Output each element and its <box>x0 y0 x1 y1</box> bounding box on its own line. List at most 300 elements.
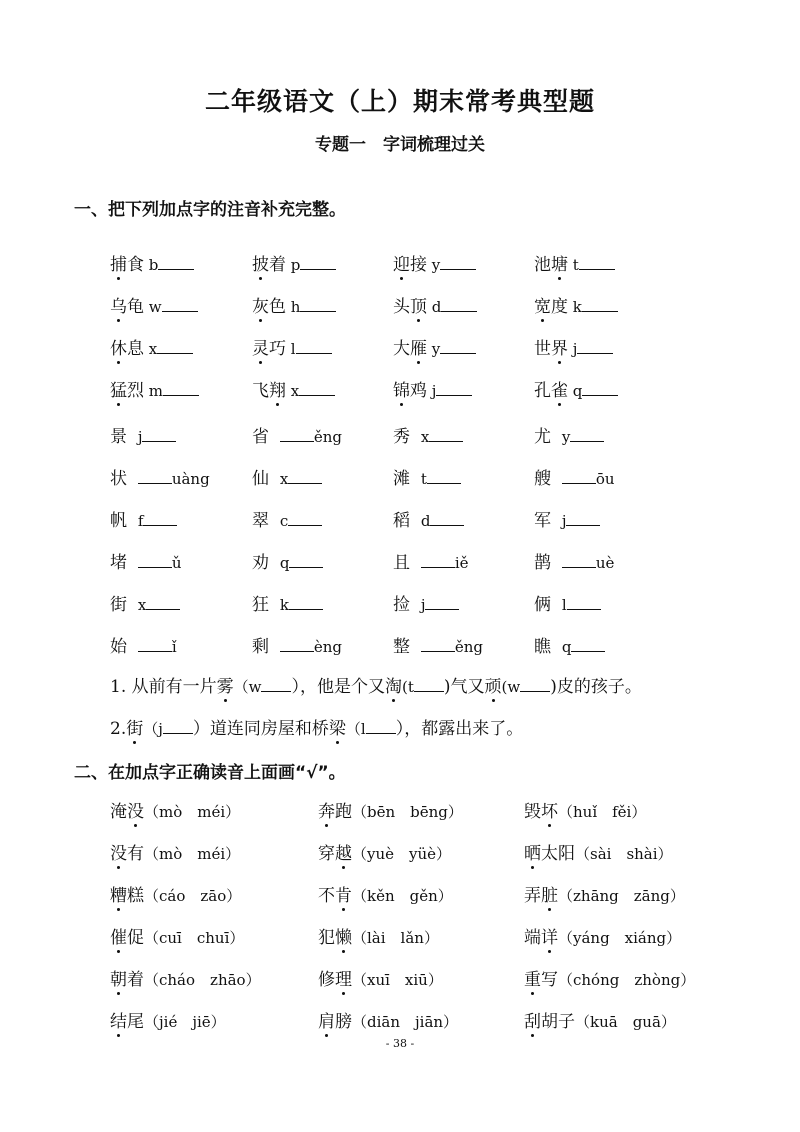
answer-blank[interactable] <box>562 467 596 484</box>
answer-blank[interactable] <box>562 551 596 568</box>
choice-item <box>318 839 451 864</box>
pinyin-options[interactable]: （bēn bēng） <box>352 803 463 821</box>
single-item <box>110 506 177 531</box>
answer-blank[interactable] <box>288 467 322 484</box>
choice-word <box>318 886 352 906</box>
single-char: 剩 <box>252 637 280 657</box>
choice-word <box>524 886 558 906</box>
word-char: 毁 <box>524 802 541 822</box>
sentence-1-pinyin-2: (t <box>401 678 414 696</box>
single-char: 景 <box>110 427 138 447</box>
sentence-1-pinyin-3: (w <box>501 678 521 696</box>
answer-blank[interactable] <box>582 295 618 312</box>
answer-blank[interactable] <box>582 379 618 396</box>
answer-blank[interactable] <box>566 509 600 526</box>
word-char: 灰 <box>252 292 269 317</box>
answer-blank[interactable] <box>163 717 193 734</box>
sentence-2-end: ），都露出来了。 <box>395 719 524 739</box>
answer-blank[interactable] <box>280 425 314 442</box>
single-item <box>534 506 600 531</box>
single-row <box>0 506 800 538</box>
pinyin-hint: t <box>568 256 579 274</box>
pinyin-hint: w <box>144 298 162 316</box>
word-char: 色 <box>269 297 286 317</box>
word-char: 子 <box>558 1012 575 1032</box>
word-char: 度 <box>551 297 568 317</box>
pinyin-hint: j <box>427 382 437 400</box>
word-item <box>393 292 477 317</box>
single-item <box>534 548 614 573</box>
answer-blank[interactable] <box>440 253 476 270</box>
word-char: 披 <box>252 250 269 275</box>
choice-row <box>0 1007 800 1039</box>
choice-word <box>110 844 144 864</box>
section2-heading: 二、在加点字正确读音上面画“√”。 <box>74 763 346 783</box>
word-char: 尾 <box>127 1012 144 1032</box>
pinyin-options[interactable]: （kuā guā） <box>575 1013 676 1031</box>
answer-blank[interactable] <box>571 635 605 652</box>
answer-blank[interactable] <box>261 675 291 692</box>
answer-blank[interactable] <box>296 337 332 354</box>
word-item <box>252 292 336 317</box>
word-char: 有 <box>127 844 144 864</box>
pinyin-hint: x <box>420 428 430 446</box>
pinyin-hint: l <box>286 340 296 358</box>
word-char: 世 <box>534 339 551 359</box>
single-item <box>393 506 464 531</box>
pinyin-options[interactable]: （mò méi） <box>144 845 241 863</box>
choice-row <box>0 923 800 955</box>
word-char: 接 <box>410 255 427 275</box>
sentence-2-pinyin-2: （l <box>345 720 366 738</box>
choice-row <box>0 797 800 829</box>
pinyin-hint: d <box>420 512 431 530</box>
answer-blank[interactable] <box>421 635 455 652</box>
word-char: 端 <box>524 928 541 948</box>
answer-blank[interactable] <box>425 593 459 610</box>
word-char: 没 <box>127 797 144 822</box>
single-item <box>110 590 180 615</box>
answer-blank[interactable] <box>429 425 463 442</box>
pinyin-hint: ōu <box>595 470 615 488</box>
single-item <box>393 590 459 615</box>
word-char: 顶 <box>410 292 427 317</box>
word-char: 息 <box>127 339 144 359</box>
sentence-2 <box>110 714 523 739</box>
word-item <box>252 376 335 401</box>
answer-blank[interactable] <box>577 337 613 354</box>
single-item <box>110 548 181 573</box>
choice-word <box>110 970 144 990</box>
word-item <box>110 334 193 359</box>
pinyin-hint: f <box>137 512 144 530</box>
word-item <box>252 250 336 275</box>
word-char: 促 <box>127 928 144 948</box>
answer-blank[interactable] <box>138 467 172 484</box>
pinyin-options[interactable]: （cáo zāo） <box>144 887 242 905</box>
pinyin-hint: ǔ <box>171 554 182 572</box>
answer-blank[interactable] <box>280 635 314 652</box>
word-char: 写 <box>541 970 558 990</box>
pinyin-hint: l <box>561 596 567 614</box>
pinyin-options[interactable]: （cháo zhāo） <box>144 971 261 989</box>
word-char: 不 <box>318 886 335 906</box>
pinyin-hint: ěng <box>454 638 483 656</box>
word-char: 朝 <box>110 965 127 990</box>
answer-blank[interactable] <box>157 337 193 354</box>
single-row <box>0 548 800 580</box>
single-item <box>534 464 615 489</box>
word-item <box>534 376 618 401</box>
pinyin-hint: x <box>144 340 158 358</box>
single-item <box>393 548 469 573</box>
choice-row <box>0 839 800 871</box>
choice-word <box>318 970 352 990</box>
pinyin-options[interactable]: （kěn gěn） <box>352 887 453 905</box>
pinyin-options[interactable]: （cuī chuī） <box>144 929 245 947</box>
word-item <box>110 250 194 275</box>
answer-blank[interactable] <box>440 337 476 354</box>
single-row <box>0 632 800 664</box>
sentence-1-word-1: 雾 <box>217 672 234 697</box>
word-char: 翔 <box>269 376 286 401</box>
single-row <box>0 590 800 622</box>
answer-blank[interactable] <box>143 509 177 526</box>
single-item <box>393 422 463 447</box>
pinyin-hint: x <box>286 382 300 400</box>
single-char: 尤 <box>534 427 562 447</box>
answer-blank[interactable] <box>366 717 396 734</box>
single-char: 瞧 <box>534 637 562 657</box>
word-char: 胡 <box>541 1012 558 1032</box>
pinyin-hint: k <box>568 298 582 316</box>
choice-item <box>524 797 646 822</box>
choice-word <box>524 1012 575 1032</box>
pinyin-options[interactable]: （jié jiē） <box>144 1013 226 1031</box>
word-char: 界 <box>551 334 568 359</box>
answer-blank[interactable] <box>436 379 472 396</box>
pinyin-options[interactable]: （diān jiān） <box>352 1013 459 1031</box>
answer-blank[interactable] <box>567 593 601 610</box>
answer-blank[interactable] <box>570 425 604 442</box>
word-char: 大 <box>393 339 410 359</box>
word-char: 着 <box>269 255 286 275</box>
pinyin-hint: y <box>427 340 441 358</box>
answer-blank[interactable] <box>427 467 461 484</box>
answer-blank[interactable] <box>289 593 323 610</box>
pinyin-hint: j <box>561 512 567 530</box>
answer-blank[interactable] <box>414 675 444 692</box>
answer-blank[interactable] <box>300 253 336 270</box>
word-char: 晒 <box>524 839 541 864</box>
choice-item <box>524 839 673 864</box>
sentence-2-lead: 2. <box>110 719 127 739</box>
choice-item <box>318 923 439 948</box>
pinyin-hint: t <box>420 470 427 488</box>
pinyin-options[interactable]: （yuè yüè） <box>352 845 452 863</box>
choice-word <box>318 802 352 822</box>
word-char: 阳 <box>558 844 575 864</box>
choice-word <box>524 970 558 990</box>
pinyin-hint: q <box>279 554 290 572</box>
pinyin-options[interactable]: （mò méi） <box>144 803 241 821</box>
choice-item <box>524 965 695 990</box>
single-char: 稻 <box>393 511 421 531</box>
answer-blank[interactable] <box>300 295 336 312</box>
word-char: 雀 <box>551 376 568 401</box>
single-char: 鹊 <box>534 553 562 573</box>
word-char: 奔 <box>318 797 335 822</box>
answer-blank[interactable] <box>430 509 464 526</box>
page-number: - 38 - <box>385 1037 415 1050</box>
sentence-1-lead: 1. 从前有一片 <box>110 677 217 697</box>
word-char: 糕 <box>127 886 144 906</box>
pinyin-hint: ǐ <box>171 638 177 656</box>
sentence-1-word-2: 淘 <box>385 672 402 697</box>
word-char: 懒 <box>335 923 352 948</box>
word-char: 猛 <box>110 376 127 401</box>
pinyin-hint: x <box>279 470 289 488</box>
word-item <box>110 292 198 317</box>
single-char: 艘 <box>534 469 562 489</box>
word-row <box>0 334 800 366</box>
answer-blank[interactable] <box>299 379 335 396</box>
pinyin-hint: d <box>427 298 442 316</box>
choice-item <box>318 965 443 990</box>
word-char: 雁 <box>410 334 427 359</box>
pinyin-hint: q <box>568 382 583 400</box>
word-char: 肯 <box>335 881 352 906</box>
pinyin-options[interactable]: （chóng zhòng） <box>558 971 696 989</box>
word-char: 宽 <box>534 292 551 317</box>
single-item <box>252 506 322 531</box>
pinyin-hint: j <box>568 340 578 358</box>
word-item <box>393 250 476 275</box>
sentence-2-mid-1: ）道连同房屋和桥 <box>192 719 329 739</box>
sentence-1-word-3: 顽 <box>485 672 502 697</box>
single-item <box>252 422 342 447</box>
word-item <box>393 334 476 359</box>
pinyin-options[interactable]: （zhāng zāng） <box>558 887 685 905</box>
choice-word <box>110 1012 144 1032</box>
single-char: 捡 <box>393 595 421 615</box>
single-row <box>0 422 800 454</box>
word-char: 鸡 <box>410 381 427 401</box>
choice-item <box>110 881 241 906</box>
sentence-2-pinyin-1: （j <box>143 720 163 738</box>
choice-item <box>110 797 240 822</box>
single-char: 仙 <box>252 469 280 489</box>
single-item <box>393 632 483 657</box>
word-char: 巧 <box>269 339 286 359</box>
word-char: 膀 <box>335 1012 352 1032</box>
choice-word <box>318 844 352 864</box>
word-char: 穿 <box>318 844 335 864</box>
answer-blank[interactable] <box>138 635 172 652</box>
word-char: 淹 <box>110 802 127 822</box>
pinyin-options[interactable]: （xuī xiū） <box>352 971 443 989</box>
single-char: 堵 <box>110 553 138 573</box>
single-item <box>110 632 177 657</box>
single-item <box>534 422 604 447</box>
pinyin-hint: h <box>286 298 301 316</box>
choice-row <box>0 965 800 997</box>
single-item <box>252 632 342 657</box>
choice-item <box>110 923 244 948</box>
choice-word <box>318 928 352 948</box>
pinyin-hint: y <box>561 428 571 446</box>
choice-word <box>524 928 558 948</box>
pinyin-hint: ěng <box>313 428 342 446</box>
single-char: 帆 <box>110 511 138 531</box>
word-item <box>534 334 613 359</box>
pinyin-hint: j <box>420 596 426 614</box>
single-char: 劝 <box>252 553 280 573</box>
word-char: 详 <box>541 923 558 948</box>
word-char: 越 <box>335 839 352 864</box>
answer-blank[interactable] <box>142 425 176 442</box>
word-char: 刮 <box>524 1007 541 1032</box>
choice-word <box>318 1012 352 1032</box>
single-char: 滩 <box>393 469 421 489</box>
pinyin-hint: p <box>286 256 301 274</box>
word-item <box>534 250 615 275</box>
sentence-1-mid-2: )气又 <box>443 677 485 697</box>
answer-blank[interactable] <box>288 509 322 526</box>
pinyin-hint: èng <box>313 638 342 656</box>
pinyin-options[interactable]: （huǐ fěi） <box>558 803 647 821</box>
single-char: 军 <box>534 511 562 531</box>
single-char: 狂 <box>252 595 280 615</box>
word-char: 糟 <box>110 881 127 906</box>
pinyin-hint: k <box>279 596 289 614</box>
pinyin-options[interactable]: （sài shài） <box>575 845 673 863</box>
page-subtitle: 专题一 字词梳理过关 <box>315 135 485 155</box>
choice-word <box>524 802 558 822</box>
choice-item <box>524 923 681 948</box>
answer-blank[interactable] <box>138 551 172 568</box>
word-item <box>252 334 332 359</box>
word-char: 捕 <box>110 250 127 275</box>
word-char: 头 <box>393 297 410 317</box>
word-char: 飞 <box>252 381 269 401</box>
choice-item <box>110 965 261 990</box>
answer-blank[interactable] <box>146 593 180 610</box>
answer-blank[interactable] <box>441 295 477 312</box>
word-char: 食 <box>127 255 144 275</box>
answer-blank[interactable] <box>421 551 455 568</box>
word-char: 池 <box>534 255 551 275</box>
choice-item <box>318 797 463 822</box>
word-char: 太 <box>541 844 558 864</box>
pinyin-hint: uè <box>595 554 615 572</box>
single-char: 状 <box>110 469 138 489</box>
word-char: 肩 <box>318 1007 335 1032</box>
single-char: 始 <box>110 637 138 657</box>
word-row <box>0 292 800 324</box>
single-char: 翠 <box>252 511 280 531</box>
choice-item <box>110 1007 226 1032</box>
pinyin-hint: j <box>137 428 143 446</box>
answer-blank[interactable] <box>163 379 199 396</box>
word-char: 乌 <box>110 292 127 317</box>
single-char: 俩 <box>534 595 562 615</box>
choice-item <box>524 881 685 906</box>
word-char: 锦 <box>393 376 410 401</box>
word-char: 塘 <box>551 250 568 275</box>
word-char: 犯 <box>318 928 335 948</box>
answer-blank[interactable] <box>158 253 194 270</box>
word-char: 理 <box>335 965 352 990</box>
pinyin-options[interactable]: （yáng xiáng） <box>558 929 682 947</box>
word-char: 弄 <box>524 886 541 906</box>
single-item <box>534 590 601 615</box>
choice-word <box>110 802 144 822</box>
word-char: 孔 <box>534 381 551 401</box>
sentence-1-mid-1: ），他是个又 <box>291 677 385 697</box>
sentence-1-end: )皮的孩子。 <box>550 677 642 697</box>
pinyin-hint: iě <box>454 554 469 572</box>
sentence-2-word-1: 街 <box>126 714 143 739</box>
word-item <box>393 376 472 401</box>
answer-blank[interactable] <box>520 675 550 692</box>
choice-word <box>524 844 575 864</box>
single-char: 省 <box>252 427 280 447</box>
word-item <box>110 376 199 401</box>
page-title: 二年级语文（上）期末常考典型题 <box>204 87 595 116</box>
word-char: 结 <box>110 1007 127 1032</box>
word-row <box>0 250 800 282</box>
word-char: 烈 <box>127 381 144 401</box>
word-char: 着 <box>127 970 144 990</box>
word-item <box>534 292 618 317</box>
single-char: 秀 <box>393 427 421 447</box>
single-item <box>252 590 323 615</box>
answer-blank[interactable] <box>162 295 198 312</box>
single-item <box>252 548 323 573</box>
word-char: 脏 <box>541 881 558 906</box>
word-char: 没 <box>110 839 127 864</box>
single-item <box>534 632 605 657</box>
answer-blank[interactable] <box>289 551 323 568</box>
choice-word <box>110 886 144 906</box>
pinyin-hint: m <box>144 382 163 400</box>
word-char: 修 <box>318 970 335 990</box>
pinyin-hint: q <box>561 638 572 656</box>
single-item <box>110 464 210 489</box>
sentence-1 <box>110 672 642 697</box>
choice-item <box>318 1007 458 1032</box>
word-char: 龟 <box>127 297 144 317</box>
word-char: 重 <box>524 965 541 990</box>
pinyin-hint: uàng <box>171 470 210 488</box>
choice-item <box>110 839 240 864</box>
word-char: 灵 <box>252 334 269 359</box>
choice-word <box>110 928 144 948</box>
pinyin-hint: x <box>137 596 147 614</box>
choice-row <box>0 881 800 913</box>
word-char: 迎 <box>393 250 410 275</box>
sentence-1-pinyin-1: （w <box>233 678 262 696</box>
pinyin-hint: c <box>279 512 289 530</box>
single-row <box>0 464 800 496</box>
word-char: 跑 <box>335 802 352 822</box>
answer-blank[interactable] <box>579 253 615 270</box>
choice-item <box>318 881 453 906</box>
single-item <box>393 464 461 489</box>
section1-heading: 一、把下列加点字的注音补充完整。 <box>74 200 346 220</box>
pinyin-options[interactable]: （lài lǎn） <box>352 929 439 947</box>
